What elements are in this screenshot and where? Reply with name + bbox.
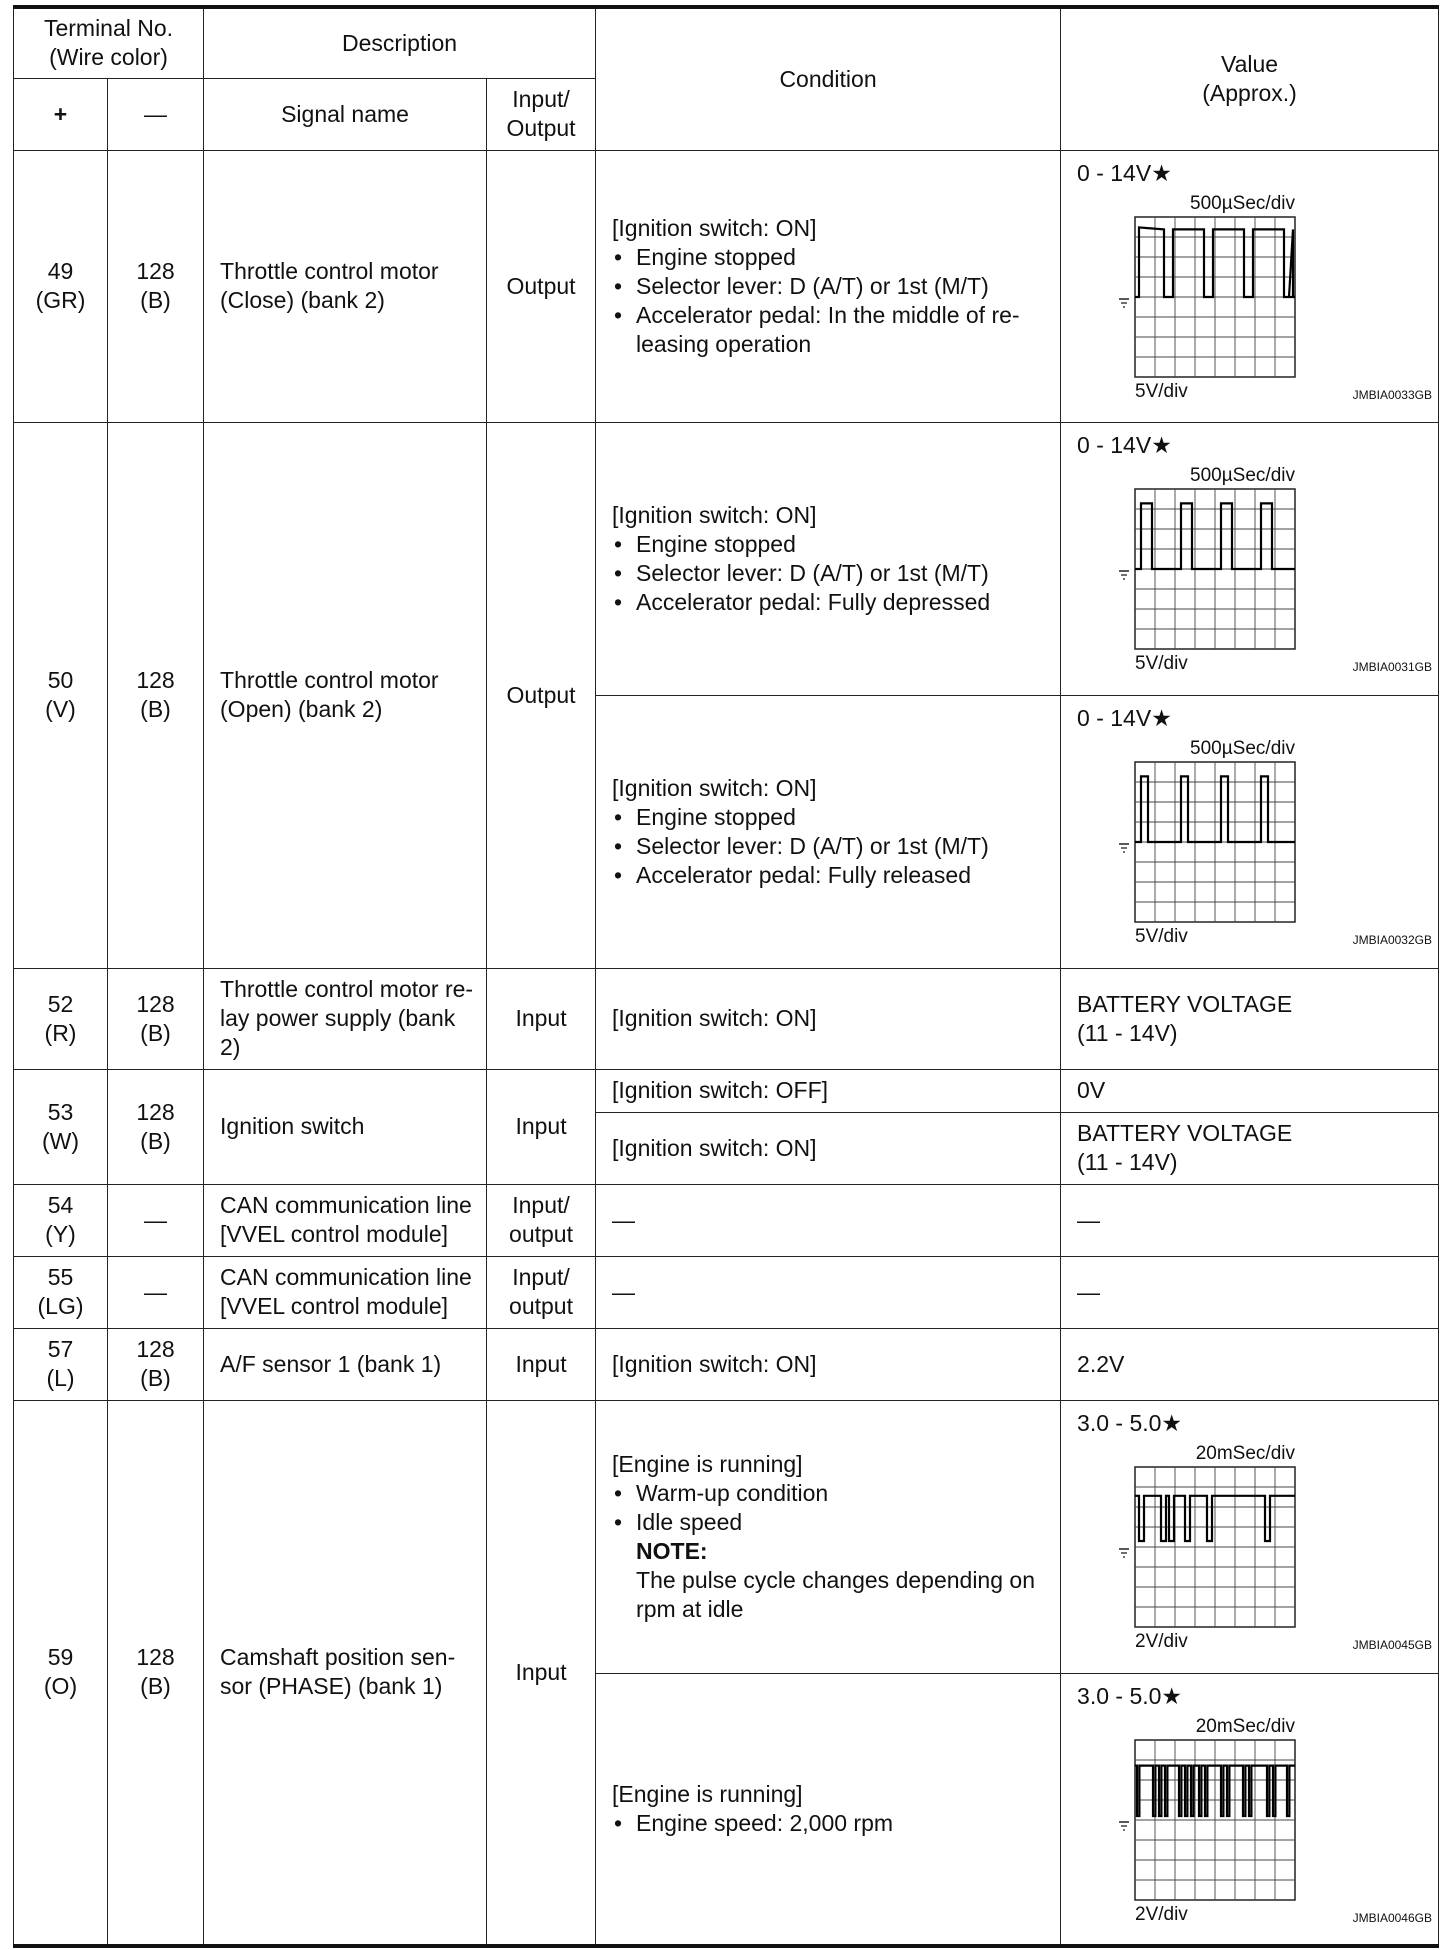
value-text bbox=[1077, 1409, 1428, 1437]
value-header bbox=[1061, 7, 1439, 150]
value-number: 3.0 - 5.0 bbox=[1077, 1682, 1162, 1709]
terminal-number: 128 bbox=[136, 1098, 175, 1125]
time-div-label: 500µSec/div bbox=[1190, 737, 1296, 759]
plus-header: + bbox=[14, 78, 108, 150]
terminal-table bbox=[13, 5, 1439, 1948]
terminal-number: 53 bbox=[47, 1098, 74, 1125]
value-label: Value bbox=[1220, 51, 1279, 78]
note-text: rpm at idle bbox=[636, 1595, 744, 1622]
oscilloscope-waveform bbox=[1077, 734, 1437, 954]
terminal-number: 49 bbox=[47, 258, 74, 284]
volt-div-label: 2V/div bbox=[1135, 1630, 1188, 1652]
signal-name: Ignition switch bbox=[204, 1069, 487, 1184]
oscilloscope-waveform bbox=[1077, 461, 1437, 681]
terminal-minus: — bbox=[108, 1184, 204, 1256]
terminal-plus bbox=[14, 150, 108, 422]
wire-color: (B) bbox=[140, 1365, 171, 1391]
io-header bbox=[487, 78, 596, 150]
wire-color: (R) bbox=[44, 1019, 77, 1046]
figure-code: JMBIA0033GB bbox=[1352, 387, 1433, 402]
condition-list bbox=[612, 803, 1050, 890]
condition: — bbox=[596, 1184, 1061, 1256]
io-type: Input bbox=[487, 1069, 596, 1184]
table-row bbox=[14, 1069, 1439, 1112]
signal-line: [VVEL control module] bbox=[220, 1293, 449, 1319]
bullet-line: Accelerator pedal: In the middle of re- bbox=[636, 301, 1020, 328]
terminal-no-header bbox=[14, 7, 204, 78]
wire-color: (B) bbox=[140, 1127, 171, 1154]
wire-color: (B) bbox=[140, 287, 171, 313]
value-text: BATTERY VOLTAGE bbox=[1077, 990, 1293, 1017]
condition-bullet: • Engine stopped bbox=[612, 243, 1050, 272]
note-label: NOTE: bbox=[636, 1537, 708, 1564]
value-cell: — bbox=[1061, 1256, 1439, 1328]
condition-list bbox=[612, 530, 1050, 617]
signal-name-header: Signal name bbox=[204, 78, 487, 150]
value-text bbox=[1077, 1682, 1428, 1710]
condition: [Ignition switch: ON] bbox=[596, 1328, 1061, 1400]
condition-bullet: • Accelerator pedal: Fully depressed bbox=[612, 588, 1050, 617]
terminal-minus: — bbox=[108, 1256, 204, 1328]
value-number: 3.0 - 5.0 bbox=[1077, 1409, 1162, 1436]
figure-code: JMBIA0045GB bbox=[1352, 1637, 1433, 1652]
condition: — bbox=[596, 1256, 1061, 1328]
description-header: Description bbox=[204, 7, 596, 78]
terminal-number: 128 bbox=[136, 1336, 175, 1362]
wire-color: (GR) bbox=[35, 287, 86, 313]
signal-line: CAN communication line bbox=[220, 1264, 472, 1290]
time-div-label: 20mSec/div bbox=[1195, 1442, 1296, 1464]
value-number: 0 - 14V bbox=[1077, 159, 1152, 186]
io-type: Output bbox=[487, 422, 596, 968]
signal-name bbox=[204, 1400, 487, 1946]
condition-list bbox=[612, 1479, 1050, 1537]
time-div-label: 20mSec/div bbox=[1195, 1715, 1296, 1737]
terminal-minus bbox=[108, 150, 204, 422]
value-text bbox=[1077, 431, 1428, 459]
wire-color: (Y) bbox=[45, 1221, 76, 1247]
condition: [Ignition switch: OFF] bbox=[596, 1069, 1061, 1112]
wire-color: (O) bbox=[43, 1673, 78, 1700]
condition bbox=[596, 1400, 1061, 1673]
terminal-number: 54 bbox=[47, 1192, 74, 1218]
wire-color: (V) bbox=[45, 696, 76, 722]
condition-list bbox=[612, 1809, 1050, 1838]
note-block bbox=[612, 1537, 1050, 1624]
terminal-plus bbox=[14, 422, 108, 968]
terminal-plus bbox=[14, 968, 108, 1069]
oscilloscope-waveform bbox=[1077, 1712, 1437, 1932]
condition-list bbox=[612, 243, 1050, 359]
wire-color: (L) bbox=[46, 1365, 75, 1391]
terminal-no-label: Terminal No. bbox=[43, 15, 174, 42]
terminal-number: 55 bbox=[47, 1264, 74, 1290]
terminal-minus bbox=[108, 968, 204, 1069]
condition bbox=[596, 422, 1061, 695]
condition-title: [Engine is running] bbox=[612, 1450, 803, 1477]
table-row bbox=[14, 1328, 1439, 1400]
approx-label: (Approx.) bbox=[1202, 80, 1297, 107]
signal-name: A/F sensor 1 (bank 1) bbox=[204, 1328, 487, 1400]
terminal-number: 50 bbox=[47, 667, 74, 693]
signal-line: Throttle control motor bbox=[220, 258, 439, 284]
value-cell bbox=[1061, 1112, 1439, 1184]
condition-bullet: • Engine stopped bbox=[612, 803, 1050, 832]
io-type bbox=[487, 1256, 596, 1328]
condition-bullet: • Selector lever: D (A/T) or 1st (M/T) bbox=[612, 559, 1050, 588]
condition-title: [Engine is running] bbox=[612, 1780, 803, 1807]
figure-code: JMBIA0031GB bbox=[1352, 659, 1433, 674]
time-div-label: 500µSec/div bbox=[1190, 464, 1296, 486]
condition: [Ignition switch: ON] bbox=[596, 968, 1061, 1069]
star-icon: ★ bbox=[1161, 1409, 1183, 1436]
terminal-plus bbox=[14, 1069, 108, 1184]
terminal-plus bbox=[14, 1256, 108, 1328]
value-cell bbox=[1061, 422, 1439, 695]
value-number: 0 - 14V bbox=[1077, 431, 1152, 458]
value-text: BATTERY VOLTAGE bbox=[1077, 1120, 1293, 1146]
table-row bbox=[14, 1256, 1439, 1328]
condition: [Ignition switch: ON] bbox=[596, 1112, 1061, 1184]
signal-line: sor (PHASE) (bank 1) bbox=[220, 1673, 443, 1700]
value-cell bbox=[1061, 150, 1439, 422]
terminal-number: 128 bbox=[136, 990, 175, 1017]
io-type: Output bbox=[487, 150, 596, 422]
star-icon: ★ bbox=[1151, 431, 1172, 458]
header-row-1 bbox=[14, 7, 1439, 78]
value-text bbox=[1077, 159, 1428, 187]
signal-name bbox=[204, 1184, 487, 1256]
wire-color: (W) bbox=[41, 1127, 80, 1154]
signal-line: (Open) (bank 2) bbox=[220, 696, 383, 722]
value-number: 0 - 14V bbox=[1077, 704, 1152, 731]
signal-line: (Close) (bank 2) bbox=[220, 287, 385, 313]
oscilloscope-waveform bbox=[1077, 1439, 1437, 1659]
wire-color: (B) bbox=[140, 1019, 171, 1046]
io-line: output bbox=[509, 1221, 573, 1247]
condition-bullet: • Engine stopped bbox=[612, 530, 1050, 559]
volt-div-label: 5V/div bbox=[1135, 652, 1188, 674]
condition-bullet: • Engine speed: 2,000 rpm bbox=[612, 1809, 1050, 1838]
terminal-number: 57 bbox=[47, 1336, 74, 1362]
condition-bullet: • Selector lever: D (A/T) or 1st (M/T) bbox=[612, 832, 1050, 861]
condition-bullet: • Idle speed bbox=[612, 1508, 1050, 1537]
terminal-minus bbox=[108, 1328, 204, 1400]
condition-title: [Ignition switch: ON] bbox=[612, 501, 817, 528]
table-row bbox=[14, 1400, 1439, 1673]
terminal-number: 128 bbox=[136, 667, 175, 693]
value-cell: — bbox=[1061, 1184, 1439, 1256]
volt-div-label: 2V/div bbox=[1135, 1903, 1188, 1925]
signal-name bbox=[204, 1256, 487, 1328]
oscilloscope-waveform bbox=[1077, 189, 1437, 409]
signal-name bbox=[204, 422, 487, 968]
io-line: Input/ bbox=[512, 1264, 570, 1290]
terminal-number: 128 bbox=[136, 1644, 175, 1671]
value-cell: 0V bbox=[1061, 1069, 1439, 1112]
io-type: Input bbox=[487, 968, 596, 1069]
star-icon: ★ bbox=[1151, 704, 1172, 731]
io-type: Input bbox=[487, 1400, 596, 1946]
terminal-plus bbox=[14, 1400, 108, 1946]
value-text: (11 - 14V) bbox=[1077, 1019, 1178, 1046]
signal-line: 2) bbox=[220, 1034, 241, 1060]
value-cell bbox=[1061, 695, 1439, 968]
io-line: output bbox=[509, 1293, 573, 1319]
condition bbox=[596, 1673, 1061, 1946]
condition-title: [Ignition switch: ON] bbox=[612, 774, 817, 801]
bullet-line: leasing operation bbox=[636, 330, 812, 357]
terminal-minus bbox=[108, 422, 204, 968]
wire-color-label: (Wire color) bbox=[49, 44, 168, 71]
terminal-plus bbox=[14, 1328, 108, 1400]
condition-bullet: • Warm-up condition bbox=[612, 1479, 1050, 1508]
io-type bbox=[487, 1184, 596, 1256]
io-line: Input/ bbox=[512, 1192, 570, 1218]
value-cell bbox=[1061, 968, 1439, 1069]
terminal-plus bbox=[14, 1184, 108, 1256]
io-header-line2: Output bbox=[506, 115, 576, 141]
io-type: Input bbox=[487, 1328, 596, 1400]
condition bbox=[596, 695, 1061, 968]
value-cell: 2.2V bbox=[1061, 1328, 1439, 1400]
figure-code: JMBIA0032GB bbox=[1352, 932, 1433, 947]
terminal-number: 52 bbox=[47, 990, 74, 1017]
star-icon: ★ bbox=[1151, 159, 1172, 186]
star-icon: ★ bbox=[1161, 1682, 1183, 1709]
signal-name bbox=[204, 150, 487, 422]
condition-bullet: • Accelerator pedal: Fully released bbox=[612, 861, 1050, 890]
condition-header: Condition bbox=[596, 7, 1061, 150]
table-row bbox=[14, 968, 1439, 1069]
condition-bullet: • Selector lever: D (A/T) or 1st (M/T) bbox=[612, 272, 1050, 301]
signal-name bbox=[204, 968, 487, 1069]
volt-div-label: 5V/div bbox=[1135, 925, 1188, 947]
wire-color: (LG) bbox=[37, 1293, 84, 1319]
signal-line: [VVEL control module] bbox=[220, 1221, 449, 1247]
terminal-minus bbox=[108, 1400, 204, 1946]
terminal-number: 128 bbox=[136, 258, 175, 284]
io-header-line1: Input/ bbox=[512, 86, 570, 112]
value-text: (11 - 14V) bbox=[1077, 1149, 1178, 1175]
volt-div-label: 5V/div bbox=[1135, 380, 1188, 402]
table-row bbox=[14, 1184, 1439, 1256]
signal-line: Throttle control motor bbox=[220, 667, 439, 693]
value-cell bbox=[1061, 1673, 1439, 1946]
signal-line: lay power supply (bank bbox=[220, 1005, 456, 1031]
terminal-number: 59 bbox=[47, 1644, 74, 1671]
value-text bbox=[1077, 704, 1428, 732]
wire-color: (B) bbox=[140, 696, 171, 722]
table-row bbox=[14, 150, 1439, 422]
signal-line: Throttle control motor re- bbox=[220, 976, 474, 1002]
signal-line: Camshaft position sen- bbox=[220, 1644, 456, 1671]
value-cell bbox=[1061, 1400, 1439, 1673]
condition bbox=[596, 150, 1061, 422]
table-row bbox=[14, 422, 1439, 695]
note-text: The pulse cycle changes depending on bbox=[636, 1566, 1035, 1593]
figure-code: JMBIA0046GB bbox=[1352, 1910, 1433, 1925]
minus-header: — bbox=[108, 78, 204, 150]
wire-color: (B) bbox=[140, 1673, 171, 1700]
terminal-minus bbox=[108, 1069, 204, 1184]
signal-line: CAN communication line bbox=[220, 1192, 472, 1218]
condition-title: [Ignition switch: ON] bbox=[612, 214, 817, 241]
condition-bullet bbox=[612, 301, 1050, 359]
time-div-label: 500µSec/div bbox=[1190, 192, 1296, 214]
